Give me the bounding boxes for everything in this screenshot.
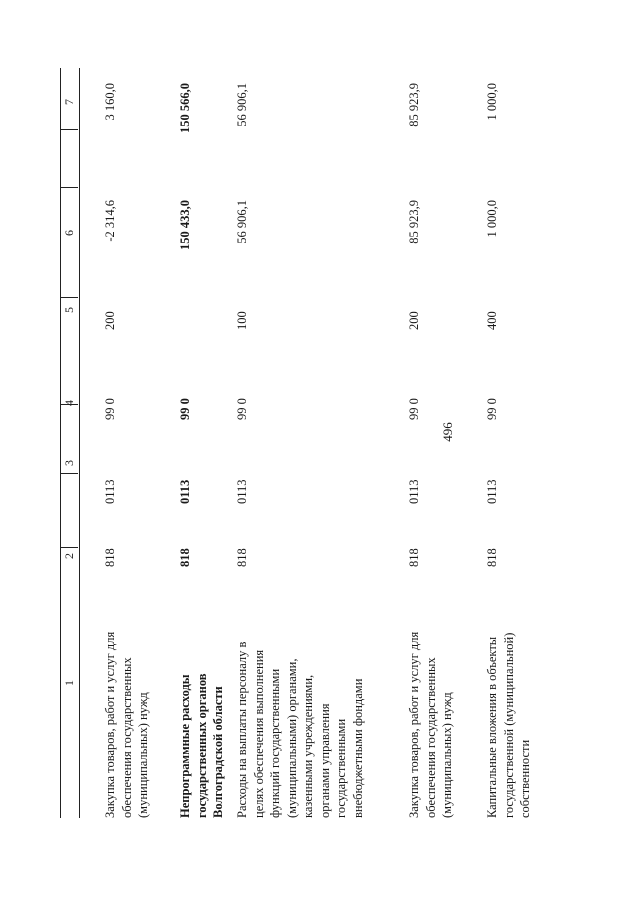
table-row-1-col3: 0113: [103, 479, 117, 504]
column-separator: [60, 129, 78, 130]
header-col-7: 7: [62, 99, 76, 105]
header-bottom-rule: [79, 68, 80, 818]
table-row-5-col3: 0113: [485, 479, 499, 504]
table-row-4-col3: 0113: [407, 479, 421, 504]
table-row-1-col4: 99 0: [103, 398, 117, 420]
table-row-3-description: Расходы на выплаты персоналу в целях обеспечения выполнения функций государственными (муниципальными) органами, казенными учреждениями, органами управления государственными внебюджетными фондами: [235, 641, 365, 818]
table-row-5-col6: 1 000,0: [485, 200, 499, 238]
header-col-5: 5: [62, 307, 76, 313]
table-top-rule: [60, 68, 61, 818]
header-col-4: 4: [62, 400, 76, 406]
table-row-4-col5: 200: [407, 311, 421, 330]
table-row-3-col3: 0113: [235, 479, 249, 504]
table-row-5-description: Капитальные вложения в объекты государственной (муниципальной) собственности: [485, 632, 532, 818]
header-col-2: 2: [62, 553, 76, 559]
header-col-1: 1: [62, 680, 76, 686]
table-row-4-description: Закупка товаров, работ и услуг для обеспечения государственных (муниципальных) нужд: [407, 631, 454, 818]
table-row-5-col7: 1 000,0: [485, 83, 499, 121]
table-row-3-col6: 56 906,1: [235, 200, 249, 244]
header-col-3: 3: [62, 460, 76, 466]
table-row-3-col7: 56 906,1: [235, 83, 249, 127]
table-row-1-col7: 3 160,0: [103, 83, 117, 121]
table-row-2-col4: 99 0: [178, 398, 192, 420]
column-separator: [60, 473, 78, 474]
table-row-1-description: Закупка товаров, работ и услуг для обеспечения государственных (муниципальных) нужд: [103, 631, 150, 818]
table-row-5-col5: 400: [485, 311, 499, 330]
page-number: 496: [440, 422, 455, 442]
header-col-6: 6: [62, 230, 76, 236]
table-row-3-col4: 99 0: [235, 398, 249, 420]
table-row-5-col4: 99 0: [485, 398, 499, 420]
table-row-2-col2: 818: [178, 548, 192, 567]
table-row-4-col4: 99 0: [407, 398, 421, 420]
column-separator: [60, 297, 78, 298]
column-separator: [60, 187, 78, 188]
table-row-4-col6: 85 923,9: [407, 200, 421, 244]
table-row-1-col2: 818: [103, 548, 117, 567]
table-row-2-description: Непрограммные расходы государственных органов Волгоградской области: [178, 673, 225, 818]
budget-table: [60, 68, 580, 818]
table-row-1-col5: 200: [103, 311, 117, 330]
table-row-2-col6: 150 433,0: [178, 200, 192, 250]
table-row-4-col7: 85 923,9: [407, 83, 421, 127]
table-row-3-col2: 818: [235, 548, 249, 567]
table-row-1-col6: -2 314,6: [103, 200, 117, 242]
table-row-2-col3: 0113: [178, 479, 192, 504]
table-row-2-col7: 150 566,0: [178, 83, 192, 133]
table-row-3-col5: 100: [235, 311, 249, 330]
table-row-5-col2: 818: [485, 548, 499, 567]
table-row-4-col2: 818: [407, 548, 421, 567]
